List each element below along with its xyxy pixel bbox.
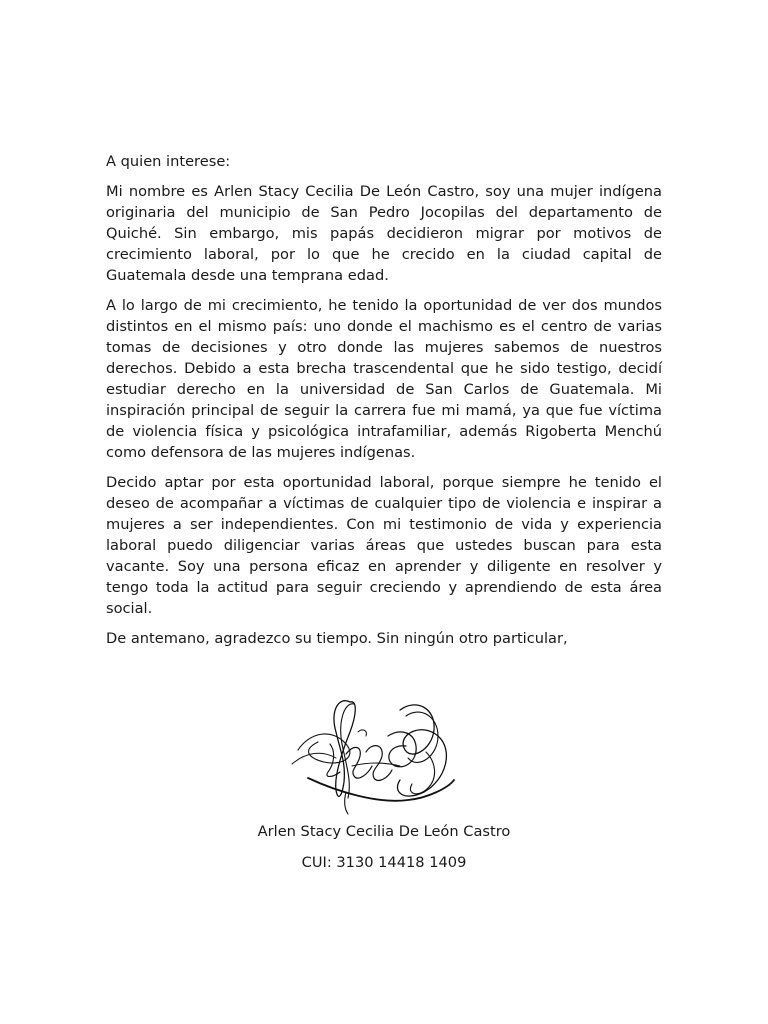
letter-greeting: A quien interese: — [106, 153, 231, 170]
letter-closing: De antemano, agradezco su tiempo. Sin ningún otro particular, — [106, 630, 568, 647]
signatory-name: Arlen Stacy Cecilia De León Castro — [257, 823, 511, 840]
letter-body — [106, 151, 662, 658]
letter-paragraph-3: Decido aptar por esta oportunidad laboral, porque siempre he tenido el deseo de acompañar a víctimas de cualquier tipo de violencia e inspirar a mujeres a ser independientes. Con mi testimonio de vida y experiencia laboral puedo diligenciar varias áreas que ustedes buscan para esta vacante. Soy una persona eficaz en aprender y diligente en resolver y tengo toda la actitud para seguir creciendo y aprendiendo de esta área social. — [106, 474, 662, 617]
letter-paragraph-1: Mi nombre es Arlen Stacy Cecilia De León Castro, soy una mujer indígena originaria del municipio de San Pedro Jocopilas del departamento de Quiché. Sin embargo, mis papás decidieron migrar por motivos de crecimiento laboral, por lo que he crecido en la ciudad capital de Guatemala desde una temprana edad. — [106, 183, 662, 284]
letter-paragraph-2: A lo largo de mi crecimiento, he tenido la oportunidad de ver dos mundos distintos en el mismo país: uno donde el machismo es el centro de varias tomas de decisiones y otro donde las mujeres sabemos de nuestros derechos. Debido a esta brecha trascendental que he sido testigo, decidí estudiar derecho en la universidad de San Carlos de Guatemala. Mi inspiración principal de seguir la carrera fue mi mamá, ya que fue víctima de violencia física y psicológica intrafamiliar, además Rigoberta Menchú como defensora de las mujeres indígenas. — [106, 297, 662, 461]
signatory-cui: CUI: 3130 14418 1409 — [301, 854, 467, 871]
handwritten-signature — [288, 692, 458, 818]
